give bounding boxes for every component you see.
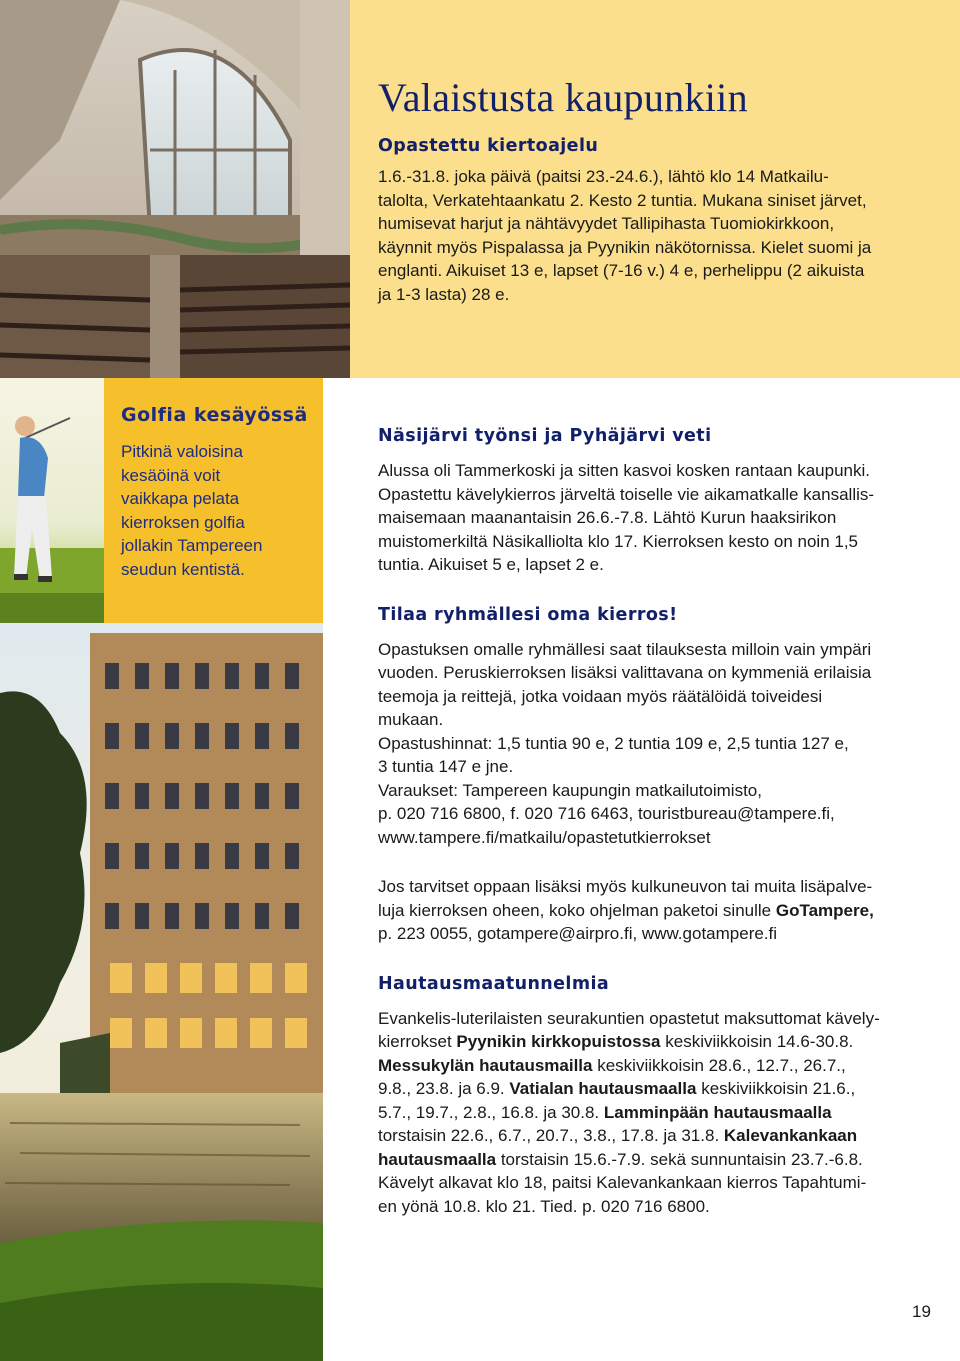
group-text: Opastuksen omalle ryhmällesi saat tilauksesta milloin vain ympäri vuoden. Peruskierroksen lisäksi valittavana on kymmeniä erilaisia teemoja ja reittejä, jotka voidaan myös räätälöidä toiveidesi mukaan. Opastushinnat: 1,5 tuntia 90 e, 2 tuntia 109 e, 2,5 tuntia 127 e, 3 tuntia 147 e jne. Varaukset: Tampereen kaupungin matkailutoimisto, p. 020 716 6800, f. 020 716 6463, touristbureau@tampere.fi, www.tampere.fi/matkailu/opastetutkierrokset: [378, 639, 872, 847]
golf-heading: Golfia kesäyössä: [121, 404, 308, 426]
page-number: 19: [912, 1302, 931, 1321]
cemetery-heading: Hautausmaatunnelmia: [378, 973, 610, 994]
tour-heading: Opastettu kiertoajelu: [378, 136, 599, 156]
church-interior-photo: [0, 0, 350, 378]
lake-text: Alussa oli Tammerkoski ja sitten kasvoi kosken rantaan kaupunki. Opastettu kävelykierros järveltä toiselle vie aikamatkalle kansallis- maisemaan maanantaisin 26.6.-7.8. Lähtö Kurun haaksirikon muistomerkiltä Näsikalliolta klo 17. Kierroksen kesto on noin 1,5 tuntia. Aikuiset 5 e, lapset 2 e.: [378, 461, 875, 574]
gotampere-name: GoTampere,: [775, 900, 874, 920]
group-section: [378, 605, 918, 946]
cemetery-text: Evankelis-luterilaisten seurakuntien opastetut maksuttomat kävely- kierrokset Pyynikin kirkkopuistossa keskiviikkoisin 14.6-30.8. Messukylän hautausmailla keskiviikkoisin 28.6., 12.7., 26.7., 9.8., 23.8. ja 6.9. Vatialan hautausmaalla keskiviikkoisin 21.6., 5.7., 19.7., 2.8., 16.8. ja 30.8. Lamminpään hautausmaalla torstaisin 22.6., 6.7., 20.7., 3.8., 17.8. ja 31.8. Kalevankankaan hautausmaalla torstaisin 15.6.-7.9. sekä sunnuntaisin 23.7.-6.8. Kävelyt alkavat klo 18, paitsi Kalevankankaan kierros Tapahtumi- en yönä 10.8. klo 21. Tied. p. 020 716 6800.: [378, 1008, 880, 1216]
lake-section: [378, 426, 918, 577]
golf-callout: [104, 378, 323, 623]
golf-text: Pitkinä valoisina kesäöinä voit vaikkapa pelata kierroksen golfia jollakin Tampereen seudun kentistä.: [121, 442, 263, 579]
gotampere-text: Jos tarvitset oppaan lisäksi myös kulkuneuvon tai muita lisäpalve- luja kierroksen oheen, koko ohjelman paketoi sinulle GoTampere, p. 223 0055, gotampere@airpro.fi, www.gotampere.fi: [378, 877, 874, 943]
group-heading: Tilaa ryhmällesi oma kierros!: [378, 604, 678, 625]
page-title: Valaistusta kaupunkiin: [378, 75, 748, 120]
cemetery-section: [378, 974, 918, 1219]
golfer-photo: [0, 378, 104, 623]
factory-building-photo: [0, 623, 323, 1361]
main-content: [378, 426, 918, 1246]
tour-text: 1.6.-31.8. joka päivä (paitsi 23.-24.6.), lähtö klo 14 Matkailu- talolta, Verkatehtaankatu 2. Kesto 2 tuntia. Mukana siniset järvet, humisevat harjut ja nähtävyydet Tallipihasta Tuomiokirkkoon, käynnit myös Pispalassa ja Pyynikin näkötornissa. Kielet suomi ja englanti. Aikuiset 13 e, lapset (7-16 v.) 4 e, perhelippu (2 aikuista ja 1-3 lasta) 28 e.: [378, 167, 872, 304]
lake-heading: Näsijärvi työnsi ja Pyhäjärvi veti: [378, 426, 712, 446]
intro-section: [378, 72, 908, 306]
